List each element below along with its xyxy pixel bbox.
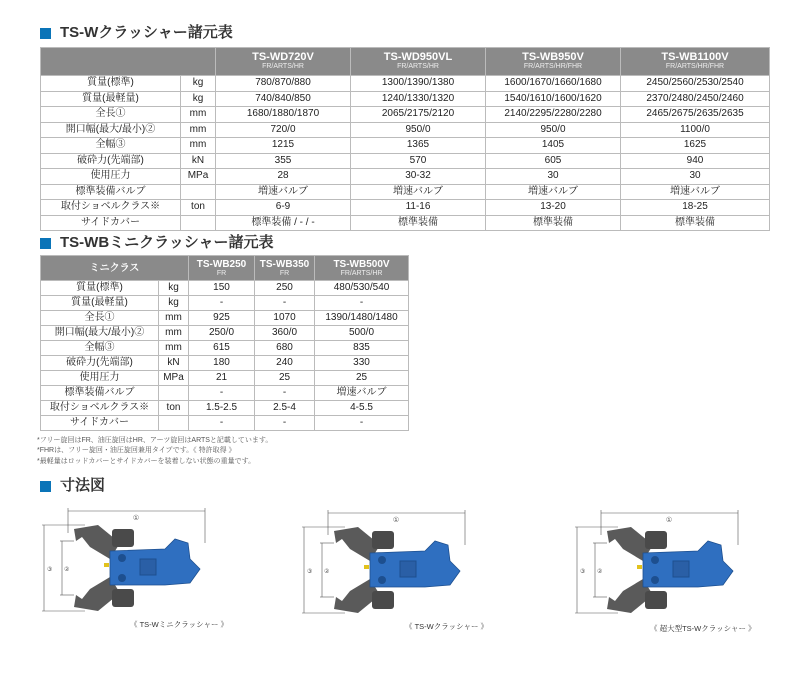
spec-label: 開口幅(最大/最小)② [41, 326, 159, 341]
model-variants: FR/ARTS/HR [340, 269, 383, 277]
dim-label-length: ① [665, 517, 673, 524]
spec-unit: kN [181, 153, 216, 169]
figure-caption: 《 超大型TS-Wクラッシャー 》 [650, 624, 756, 633]
spec-value: 240 [255, 356, 315, 371]
spec-value: 180 [189, 356, 255, 371]
spec-value: 増速バルブ [486, 184, 621, 200]
model-variants: FR/ARTS/HR/FHR [665, 63, 725, 70]
table-row [41, 138, 770, 154]
spec-value: 6-9 [216, 200, 351, 216]
spec-value: - [315, 296, 409, 311]
spec-value: 605 [486, 153, 621, 169]
spec-value: 標準装備 [351, 215, 486, 231]
spec-value: - [255, 296, 315, 311]
model-variants: FR/ARTS/HR [262, 63, 304, 70]
spec-value: 18-25 [621, 200, 770, 216]
spec-value: - [255, 386, 315, 401]
spec-unit [181, 215, 216, 231]
spec-unit [181, 184, 216, 200]
spec-value: 28 [216, 169, 351, 185]
spec-value: 570 [351, 153, 486, 169]
spec-unit: MPa [159, 371, 189, 386]
spec-value: 950/0 [486, 122, 621, 138]
spec-value: 1100/0 [621, 122, 770, 138]
spec-unit: kg [181, 91, 216, 107]
spec-value: 150 [189, 281, 255, 296]
spec-value: 780/870/880 [216, 76, 351, 92]
spec-value: 1070 [255, 311, 315, 326]
spec-label: 使用圧力 [41, 371, 159, 386]
spec-value: 615 [189, 341, 255, 356]
spec-value: 増速バルブ [351, 184, 486, 200]
spec-value: 2065/2175/2120 [351, 107, 486, 123]
spec-unit: mm [181, 107, 216, 123]
table-row [41, 184, 770, 200]
spec-value: 1.5-2.5 [189, 401, 255, 416]
footnote: *FHRは、フリー旋回・油圧旋回兼用タイプです。《 特許取得 》 [37, 447, 236, 455]
spec-label: サイドカバー [41, 416, 159, 431]
table-row [41, 215, 770, 231]
spec-value: 1215 [216, 138, 351, 154]
spec-value: 増速バルブ [621, 184, 770, 200]
dim-label-opening: ② [64, 567, 70, 573]
table-row [41, 153, 770, 169]
table-row [41, 311, 409, 326]
table-header-row [41, 256, 409, 281]
spec-label: 取付ショベルクラス※ [41, 200, 181, 216]
spec-unit: kg [159, 281, 189, 296]
spec-value: 720/0 [216, 122, 351, 138]
spec-value: 増速バルブ [315, 386, 409, 401]
section-title-mini-specs: TS-WBミニクラッシャー諸元表 [40, 234, 274, 252]
spec-value: 500/0 [315, 326, 409, 341]
table-row [41, 169, 770, 185]
spec-value: 2450/2560/2530/2540 [621, 76, 770, 92]
model-name: TS-WB1100V [661, 51, 729, 63]
spec-unit: mm [181, 138, 216, 154]
footnote: *フリー旋回はFR、油圧旋回はHR、アーツ旋回はARTSと記載しています。 [37, 437, 273, 444]
model-name: TS-WB250 [196, 258, 247, 270]
spec-unit: kN [159, 356, 189, 371]
spec-unit [159, 386, 189, 401]
spec-label: 標準装備バルブ [41, 386, 159, 401]
spec-value: 1365 [351, 138, 486, 154]
spec-label: 使用圧力 [41, 169, 181, 185]
spec-value: 2140/2295/2280/2280 [486, 107, 621, 123]
table-row [41, 401, 409, 416]
square-bullet-icon [40, 28, 51, 39]
spec-value: 1300/1390/1380 [351, 76, 486, 92]
spec-value: 2370/2480/2450/2460 [621, 91, 770, 107]
model-header [351, 48, 486, 76]
spec-value: 11-16 [351, 200, 486, 216]
spec-label: 破砕力(先端部) [41, 153, 181, 169]
spec-value: 740/840/850 [216, 91, 351, 107]
spec-value: 940 [621, 153, 770, 169]
spec-value: 30 [621, 169, 770, 185]
spec-value: 1600/1670/1660/1680 [486, 76, 621, 92]
dim-label-width: ③ [47, 567, 53, 573]
model-variants: FR/ARTS/HR/FHR [523, 63, 583, 70]
spec-unit: kg [181, 76, 216, 92]
spec-value: 21 [189, 371, 255, 386]
spec-label: 全幅③ [41, 341, 159, 356]
table-row [41, 107, 770, 123]
spec-value: 1405 [486, 138, 621, 154]
spec-label: 質量(最軽量) [41, 296, 159, 311]
spec-value: 250 [255, 281, 315, 296]
spec-label: 質量(標準) [41, 76, 181, 92]
spec-value: 30 [486, 169, 621, 185]
spec-label: 破砕力(先端部) [41, 356, 159, 371]
spec-value: 2465/2675/2635/2635 [621, 107, 770, 123]
model-header [255, 256, 315, 281]
table-row [41, 341, 409, 356]
dim-label-opening: ② [597, 569, 603, 575]
spec-label: 標準装備バルブ [41, 184, 181, 200]
table-row [41, 281, 409, 296]
table-row [41, 371, 409, 386]
spec-value: 355 [216, 153, 351, 169]
figure-caption: 《 TS-Wクラッシャー 》 [405, 622, 489, 631]
model-variants: FR/ARTS/HR [397, 63, 439, 70]
spec-unit: mm [181, 122, 216, 138]
spec-value: 13-20 [486, 200, 621, 216]
dim-label-opening: ② [324, 569, 330, 575]
spec-label: 質量(標準) [41, 281, 159, 296]
dim-label-width: ③ [307, 569, 313, 575]
spec-value: 480/530/540 [315, 281, 409, 296]
table-row [41, 356, 409, 371]
model-variants: FR [216, 269, 227, 277]
spec-value: 25 [315, 371, 409, 386]
spec-label: 取付ショベルクラス※ [41, 401, 159, 416]
table-row [41, 386, 409, 401]
table-row [41, 296, 409, 311]
crusher-dimension-diagram [40, 503, 220, 623]
spec-label: 全幅③ [41, 138, 181, 154]
spec-label: 全長① [41, 107, 181, 123]
table-row [41, 122, 770, 138]
spec-value: 1625 [621, 138, 770, 154]
dim-label-length: ① [392, 517, 400, 524]
table-row [41, 91, 770, 107]
spec-label: 質量(最軽量) [41, 91, 181, 107]
spec-value: 4-5.5 [315, 401, 409, 416]
ts-w-spec-table [40, 47, 770, 231]
spec-value: 1540/1610/1600/1620 [486, 91, 621, 107]
spec-value: 360/0 [255, 326, 315, 341]
spec-value: - [255, 416, 315, 431]
table-header-row [41, 48, 770, 76]
spec-label: 全長① [41, 311, 159, 326]
section-title-specs: TS-Wクラッシャー諸元表 [40, 24, 233, 42]
dim-label-length: ① [132, 515, 140, 522]
spec-value: 950/0 [351, 122, 486, 138]
spec-value: - [189, 386, 255, 401]
spec-value: 1390/1480/1480 [315, 311, 409, 326]
spec-unit: mm [159, 341, 189, 356]
dim-label-width: ③ [580, 569, 586, 575]
spec-value: 330 [315, 356, 409, 371]
square-bullet-icon [40, 481, 51, 492]
crusher-illustration [300, 505, 480, 620]
crusher-dimension-diagram [300, 505, 480, 625]
spec-value: 標準装備 [621, 215, 770, 231]
crusher-illustration [40, 503, 220, 618]
spec-value: 1240/1330/1320 [351, 91, 486, 107]
model-name: TS-WB350 [259, 258, 310, 270]
spec-value: 835 [315, 341, 409, 356]
spec-value: 30-32 [351, 169, 486, 185]
crusher-illustration [568, 505, 758, 620]
spec-value: 増速バルブ [216, 184, 351, 200]
table-row [41, 200, 770, 216]
spec-value: - [315, 416, 409, 431]
spec-value: 25 [255, 371, 315, 386]
crusher-dimension-diagram [568, 505, 758, 625]
spec-unit: mm [159, 311, 189, 326]
footnote: *最軽量はロッドカバーとサイドカバーを装着しない状態の重量です。 [37, 457, 256, 465]
spec-unit: ton [181, 200, 216, 216]
model-header [189, 256, 255, 281]
spec-value: 1680/1880/1870 [216, 107, 351, 123]
model-name: TS-WB500V [333, 258, 390, 270]
spec-value: 標準装備 [486, 215, 621, 231]
model-name: TS-WD950VL [383, 51, 453, 63]
spec-unit: mm [159, 326, 189, 341]
model-header [315, 256, 409, 281]
spec-label: サイドカバー [41, 215, 181, 231]
model-variants: FR [279, 269, 290, 277]
spec-value: 925 [189, 311, 255, 326]
spec-unit: kg [159, 296, 189, 311]
figure-caption: 《 TS-Wミニクラッシャー 》 [130, 620, 229, 629]
mini-class-header: ミニクラス [41, 256, 189, 281]
spec-value: 2.5-4 [255, 401, 315, 416]
model-header [216, 48, 351, 76]
spec-unit: ton [159, 401, 189, 416]
ts-wb-mini-spec-table [40, 255, 409, 431]
model-header [621, 48, 770, 76]
table-row [41, 76, 770, 92]
table-row [41, 416, 409, 431]
spec-unit: MPa [181, 169, 216, 185]
spec-value: - [189, 296, 255, 311]
model-name: TS-WB950V [522, 51, 584, 63]
spec-label: 開口幅(最大/最小)② [41, 122, 181, 138]
spec-value: 250/0 [189, 326, 255, 341]
spec-unit [159, 416, 189, 431]
table-row [41, 326, 409, 341]
section-title-dimensions: 寸法図 [40, 477, 105, 495]
square-bullet-icon [40, 238, 51, 249]
spec-value: 680 [255, 341, 315, 356]
spec-value: 標準装備 / - / - [216, 215, 351, 231]
footnotes [37, 436, 272, 467]
spec-value: - [189, 416, 255, 431]
model-name: TS-WD720V [252, 51, 314, 63]
model-header [486, 48, 621, 76]
